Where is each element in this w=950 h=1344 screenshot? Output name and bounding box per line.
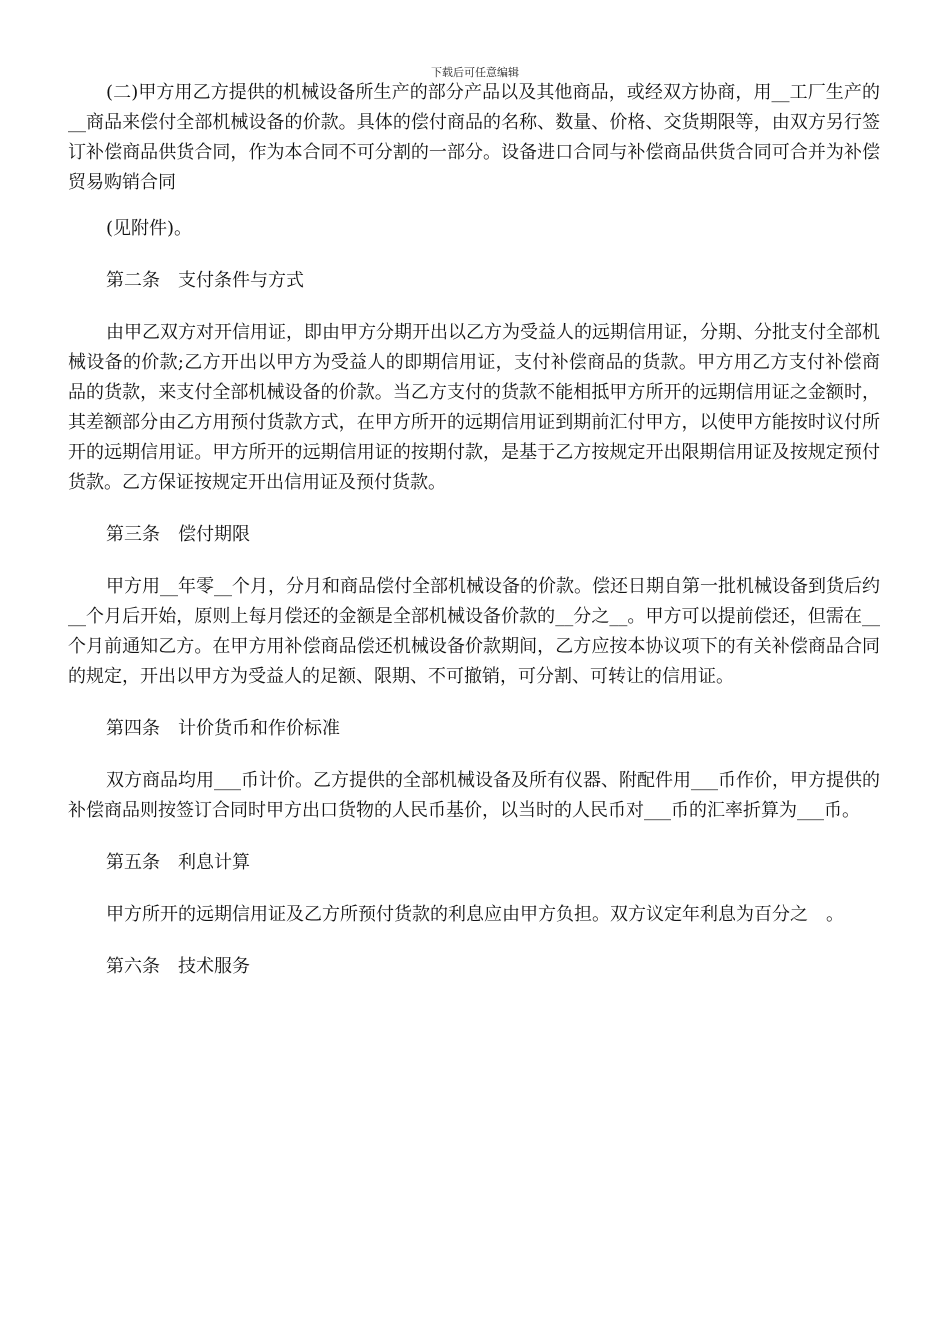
- paragraph-see-attachment: (见附件)。: [106, 218, 193, 239]
- article-3-body: 甲方用__年零__个月，分月和商品偿付全部机械设备的价款。偿还日期自第一批机械设备到货后约__个月后开始，原则上每月偿还的金额是全部机械设备价款的__分之__。甲方可以提前偿还，但需在__个月前通知乙方。在甲方用补偿商品偿还机械设备价款期间，乙方应按本协议项下的有关补偿商品合同的规定，开出以甲方为受益人的足额、限期、不可撤销，可分割、可转让的信用证。: [68, 576, 880, 687]
- article-6-title: 第六条 技术服务: [106, 956, 250, 977]
- article-4-body: 双方商品均用___币计价。乙方提供的全部机械设备及所有仪器、附配件用___币作价，甲方提供的补偿商品则按签订合同时甲方出口货物的人民币基价，以当时的人民币对___币的汇率折算为___币。: [68, 770, 880, 821]
- article-2-title: 第二条 支付条件与方式: [106, 270, 304, 291]
- article-5-body: 甲方所开的远期信用证及乙方所预付货款的利息应由甲方负担。双方议定年利息为百分之 。: [106, 904, 844, 925]
- article-5-title: 第五条 利息计算: [106, 852, 250, 873]
- header-note: 下载后可任意编辑: [431, 66, 519, 79]
- article-4-title: 第四条 计价货币和作价标准: [106, 718, 340, 739]
- article-3-title: 第三条 偿付期限: [106, 524, 250, 545]
- article-2-body: 由甲乙双方对开信用证，即由甲方分期开出以乙方为受益人的远期信用证，分期、分批支付全部机械设备的价款;乙方开出以甲方为受益人的即期信用证，支付补偿商品的货款。甲方用乙方支付补偿商品的货款，来支付全部机械设备的价款。当乙方支付的货款不能相抵甲方所开的远期信用证之金额时，其差额部分由乙方用预付货款方式，在甲方所开的远期信用证到期前汇付甲方，以使甲方能按时议付所开的远期信用证。甲方所开的远期信用证的按期付款，是基于乙方按规定开出限期信用证及按规定预付货款。乙方保证按规定开出信用证及预付货款。: [68, 322, 880, 493]
- paragraph-compensation-goods: (二)甲方用乙方提供的机械设备所生产的部分产品以及其他商品，或经双方协商，用__工厂生产的__商品来偿付全部机械设备的价款。具体的偿付商品的名称、数量、价格、交货期限等，由双方另行签订补偿商品供货合同，作为本合同不可分割的一部分。设备进口合同与补偿商品供货合同可合并为补偿贸易购销合同: [68, 82, 880, 193]
- document-body: [68, 78, 880, 982]
